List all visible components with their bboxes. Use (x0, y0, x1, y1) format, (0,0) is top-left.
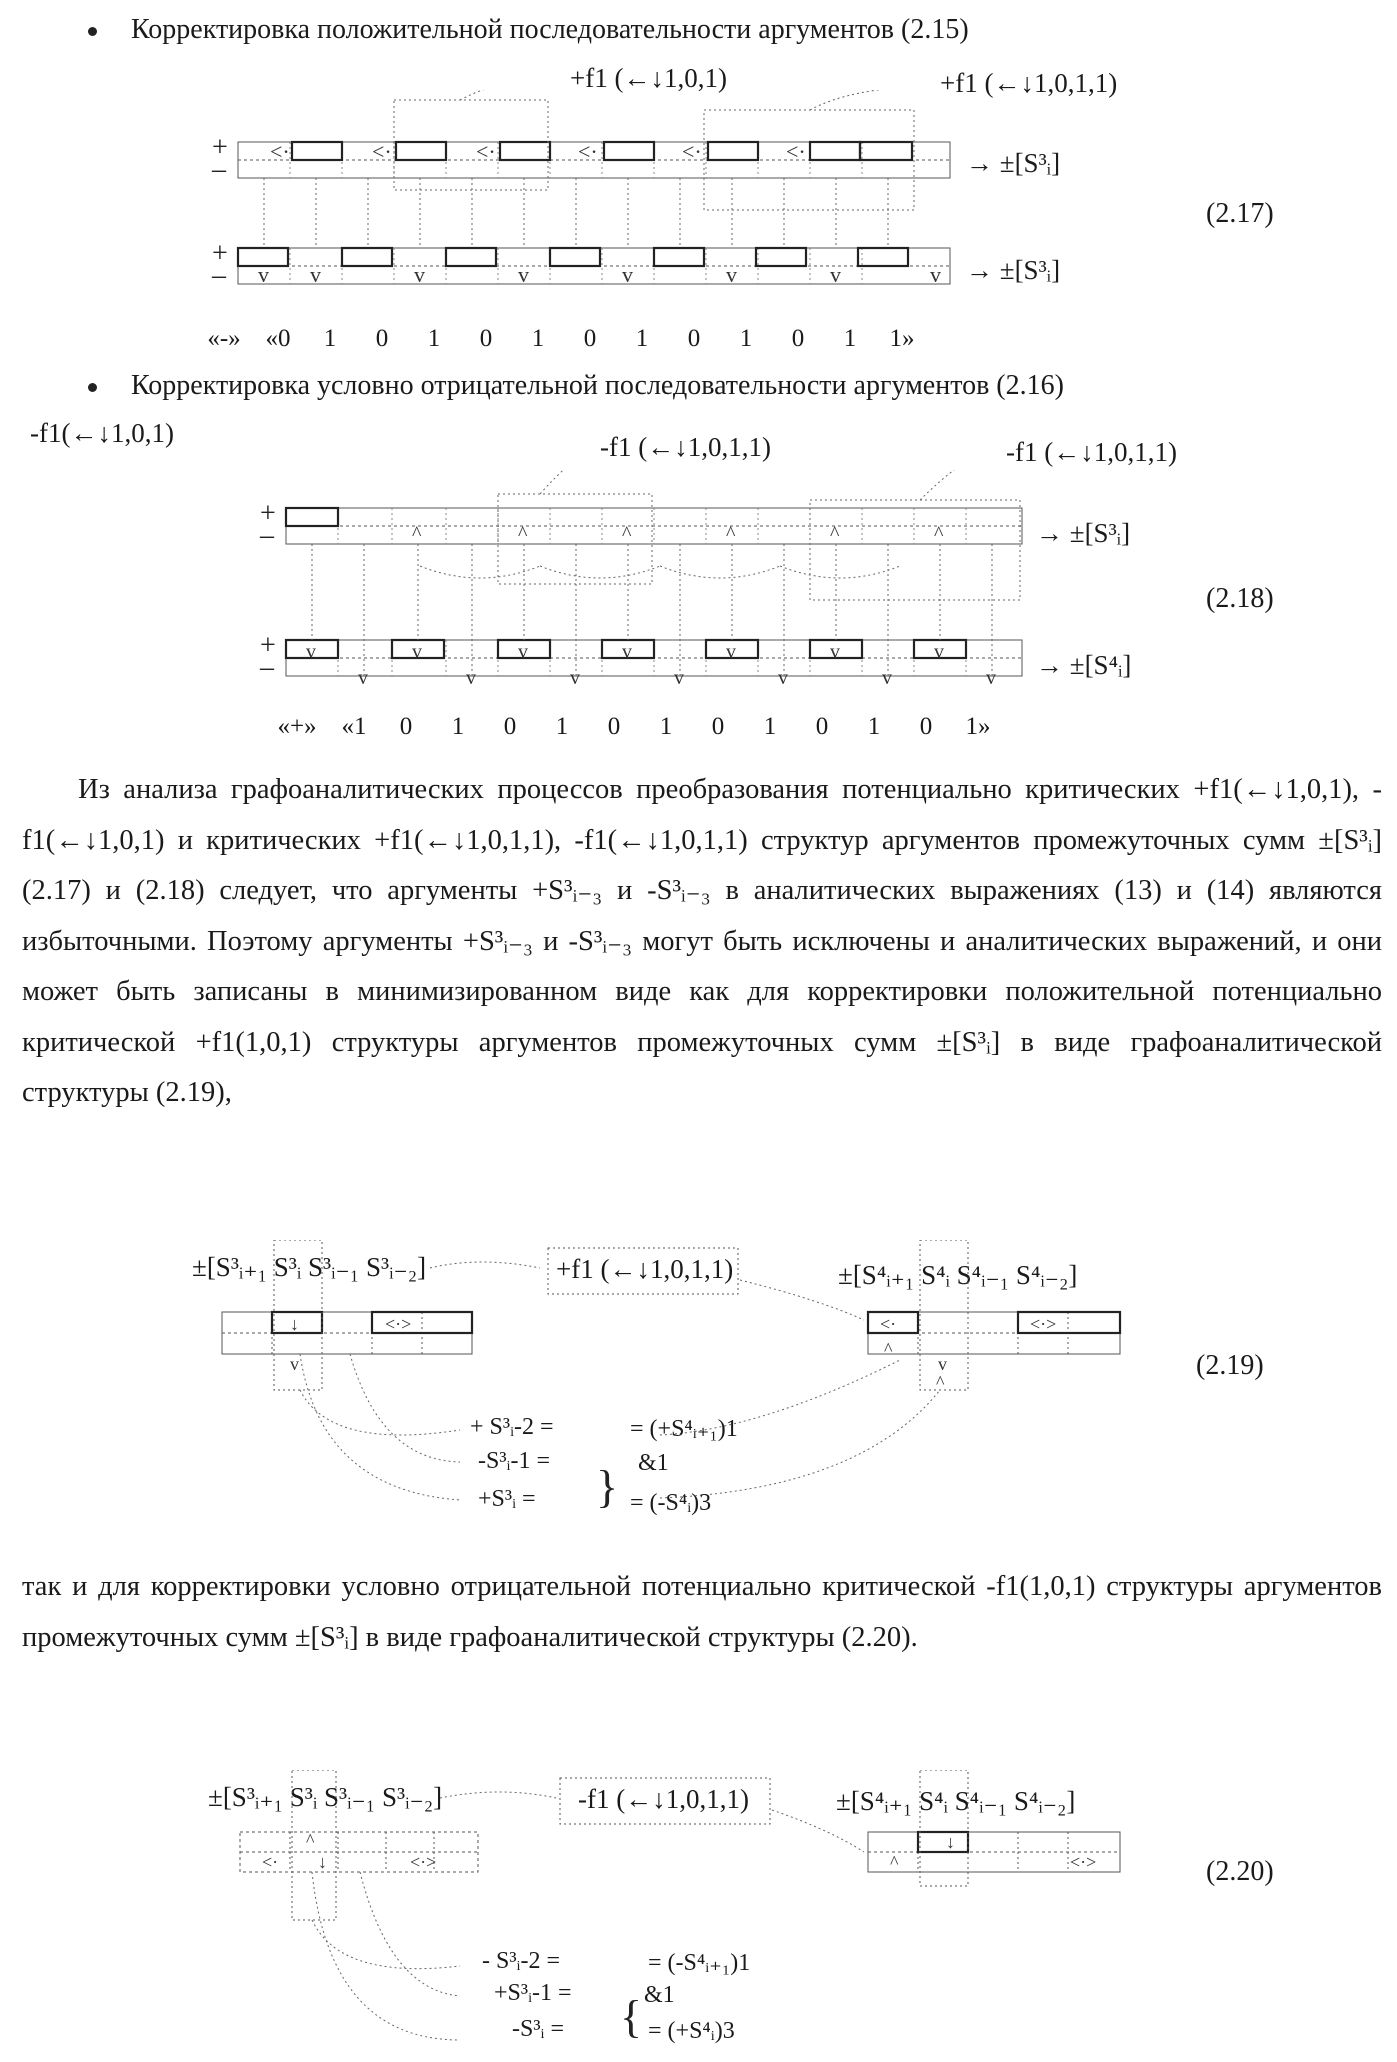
seq-digit: 0 (668, 325, 720, 353)
seq-digit: 1 (640, 713, 692, 741)
svg-text:^: ^ (412, 523, 422, 545)
fig217-equation-number: (2.17) (1206, 198, 1274, 230)
svg-text:^: ^ (830, 523, 840, 545)
svg-text:<·: <· (682, 139, 702, 164)
seq-digit: 1 (824, 325, 876, 353)
svg-text:+: + (260, 498, 276, 529)
seq-digit: 1 (848, 713, 900, 741)
seq-digit: 0 (772, 325, 824, 353)
svg-text:–: – (259, 520, 275, 551)
seq-digit: 1 (616, 325, 668, 353)
svg-text:v: v (830, 262, 841, 287)
svg-text:v: v (622, 262, 633, 287)
fig220-mid-box: -f1 (←↓1,0,1,1) (578, 1784, 749, 1815)
svg-text:–: – (259, 652, 275, 683)
fig218-row-bot-label: → ±[S⁴ᵢ] (1036, 650, 1131, 681)
paragraph-2-text: так и для корректировки условно отрицательной потенциально критической -f1(1,0,1) структуры аргументов промежуточных сумм ±[S³ᵢ] в виде графоаналитической структуры (2.20). (22, 1562, 1382, 1663)
svg-text:<·: <· (786, 139, 806, 164)
svg-text:v: v (414, 262, 425, 287)
bullet-text: Корректировка условно отрицательной последовательности аргументов (2.16) (131, 370, 1064, 401)
svg-text:v: v (358, 667, 368, 689)
svg-text:<·: <· (880, 1314, 896, 1334)
svg-text:<·: <· (578, 139, 598, 164)
fig219-rhs-2: &1 (638, 1450, 669, 1477)
svg-text:{: { (620, 1991, 642, 2042)
fig219-mid-box: +f1 (←↓1,0,1,1) (556, 1254, 733, 1285)
svg-text:↓: ↓ (946, 1832, 955, 1852)
svg-text:–: – (211, 154, 227, 185)
svg-text:<·: <· (372, 139, 392, 164)
seq-digit: 1 (536, 713, 588, 741)
svg-text:–: – (211, 260, 227, 291)
seq-digit: 0 (796, 713, 848, 741)
svg-text:v: v (934, 641, 944, 663)
svg-text:v: v (622, 641, 632, 663)
fig218-side-note: -f1(←↓1,0,1) (30, 418, 174, 449)
fig219-left-header: ±[S³ᵢ₊₁ S³ᵢ S³ᵢ₋₁ S³ᵢ₋₂] (192, 1252, 426, 1283)
fig218-equation-number: (2.18) (1206, 583, 1274, 615)
fig220-left-header: ±[S³ᵢ₊₁ S³ᵢ S³ᵢ₋₁ S³ᵢ₋₂] (208, 1782, 442, 1813)
fig217-row-bot-label: → ±[S³ᵢ] (966, 255, 1060, 286)
seq-digit: «0 (252, 325, 304, 353)
fig219-equation-number: (2.19) (1196, 1350, 1264, 1382)
fig217-row-top-label: → ±[S³ᵢ] (966, 148, 1060, 179)
svg-text:v: v (930, 262, 941, 287)
seq-digit: 0 (900, 713, 952, 741)
fig218-sequence (266, 713, 1004, 741)
svg-text:↓: ↓ (290, 1314, 299, 1334)
seq-digit: «1 (328, 713, 380, 741)
svg-text:<·>: <·> (385, 1314, 411, 1334)
fig220-right-header: ±[S⁴ᵢ₊₁ S⁴ᵢ S⁴ᵢ₋₁ S⁴ᵢ₋₂] (836, 1786, 1075, 1817)
seq-digit: 0 (564, 325, 616, 353)
svg-text:+: + (260, 630, 276, 661)
seq-digit: 1» (952, 713, 1004, 741)
svg-text:v: v (290, 1354, 299, 1374)
paragraph-1 (22, 765, 1382, 1119)
svg-text:v: v (882, 667, 892, 689)
svg-text:^: ^ (884, 1339, 893, 1359)
svg-text:v: v (412, 641, 422, 663)
svg-text:^: ^ (934, 523, 944, 545)
seq-digit: 0 (380, 713, 432, 741)
fig219-lhs-2: -S³ᵢ-1 = (478, 1448, 550, 1475)
svg-text:v: v (310, 262, 321, 287)
seq-digit: 1 (744, 713, 796, 741)
svg-text:v: v (466, 667, 476, 689)
svg-text:^: ^ (622, 523, 632, 545)
fig220-lhs-2: +S³ᵢ-1 = (494, 1980, 572, 2007)
fig220-equation-number: (2.20) (1206, 1856, 1274, 1888)
fig219-lhs-3: +S³ᵢ = (478, 1486, 536, 1513)
bullet-text: Корректировка положительной последовательности аргументов (2.15) (131, 14, 969, 45)
seq-digit: 1 (408, 325, 460, 353)
fig217-f-left: +f1 (←↓1,0,1) (570, 63, 727, 94)
svg-text:v: v (518, 262, 529, 287)
seq-digit: 1 (432, 713, 484, 741)
fig219-right-header: ±[S⁴ᵢ₊₁ S⁴ᵢ S⁴ᵢ₋₁ S⁴ᵢ₋₂] (838, 1260, 1077, 1291)
fig218-row-top-label: → ±[S³ᵢ] (1036, 518, 1130, 549)
svg-text:↓: ↓ (318, 1852, 327, 1872)
seq-digit: 1» (876, 325, 928, 353)
svg-text:v: v (518, 641, 528, 663)
svg-text:v: v (726, 641, 736, 663)
fig217-diagram (0, 90, 1397, 320)
seq-digit: 0 (484, 713, 536, 741)
svg-text:^: ^ (936, 1372, 945, 1392)
svg-text:<·>: <·> (410, 1852, 436, 1872)
page (0, 0, 1397, 2062)
seq-digit: 0 (356, 325, 408, 353)
svg-text:}: } (596, 1461, 618, 1512)
fig218-diagram (0, 470, 1397, 720)
svg-text:^: ^ (306, 1830, 315, 1850)
fig220-rhs-2: &1 (644, 1982, 675, 2009)
svg-text:v: v (258, 262, 269, 287)
fig219-rhs-3: = (-S⁴ᵢ)3 (630, 1490, 711, 1517)
bullet-dot (88, 383, 97, 392)
bullet-item-1 (88, 14, 969, 46)
svg-text:<·>: <·> (1030, 1314, 1056, 1334)
svg-text:v: v (570, 667, 580, 689)
fig218-sign: «+» (266, 713, 328, 741)
fig219-lhs-1: + S³ᵢ-2 = (470, 1414, 554, 1441)
svg-text:v: v (778, 667, 788, 689)
fig220-lhs-1: - S³ᵢ-2 = (482, 1948, 560, 1975)
seq-digit: 1 (304, 325, 356, 353)
svg-text:+: + (212, 238, 228, 269)
svg-text:v: v (306, 641, 316, 663)
svg-text:v: v (986, 667, 996, 689)
svg-text:^: ^ (726, 523, 736, 545)
svg-text:^: ^ (890, 1852, 899, 1872)
svg-text:v: v (830, 641, 840, 663)
seq-digit: 0 (692, 713, 744, 741)
svg-text:^: ^ (518, 523, 528, 545)
fig220-rhs-3: = (+S⁴ᵢ)3 (648, 2018, 735, 2045)
svg-text:<·: <· (476, 139, 496, 164)
fig219-rhs-1: = (+S⁴ᵢ₊₁)1 (630, 1414, 738, 1443)
svg-text:<·: <· (270, 139, 290, 164)
fig220-lhs-3: -S³ᵢ = (512, 2016, 564, 2043)
svg-text:v: v (726, 262, 737, 287)
fig217-sign: «-» (196, 325, 252, 353)
svg-text:v: v (938, 1354, 947, 1374)
bullet-dot (88, 27, 97, 36)
fig217-f-right: +f1 (←↓1,0,1,1) (940, 68, 1117, 99)
bullet-item-2 (88, 370, 1064, 402)
fig220-rhs-1: = (-S⁴ᵢ₊₁)1 (648, 1948, 750, 1977)
svg-text:v: v (674, 667, 684, 689)
svg-text:<·: <· (262, 1852, 278, 1872)
seq-digit: 0 (588, 713, 640, 741)
svg-text:<·>: <·> (1070, 1852, 1096, 1872)
fig218-f-left: -f1 (←↓1,0,1,1) (600, 432, 771, 463)
fig218-f-right: -f1 (←↓1,0,1,1) (1006, 437, 1177, 468)
seq-digit: 0 (460, 325, 512, 353)
fig217-sequence (196, 325, 928, 353)
seq-digit: 1 (512, 325, 564, 353)
paragraph-1-text: Из анализа графоаналитических процессов преобразования потенциально критических +f1(←↓1,0,1), -f1(←↓1,0,1) и критических +f1(←↓1,0,1,1), -f1(←↓1,0,1,1) структур аргументов промежуточных сумм ±[S³ᵢ] (2.17) и (2.18) следует, что аргументы +S³ᵢ₋₃ и -S³ᵢ₋₃ в аналитических выражениях (13) и (14) являются избыточными. Поэтому аргументы +S³ᵢ₋₃ и -S³ᵢ₋₃ могут быть исключены и аналитических выражений, и они может быть записаны в минимизированном виде как для корректировки положительной потенциально критической +f1(1,0,1) структуры аргументов промежуточных сумм ±[S³ᵢ] в виде графоаналитической структуры (2.19), (22, 765, 1382, 1119)
svg-text:+: + (212, 132, 228, 163)
seq-digit: 1 (720, 325, 772, 353)
paragraph-2 (22, 1562, 1382, 1663)
